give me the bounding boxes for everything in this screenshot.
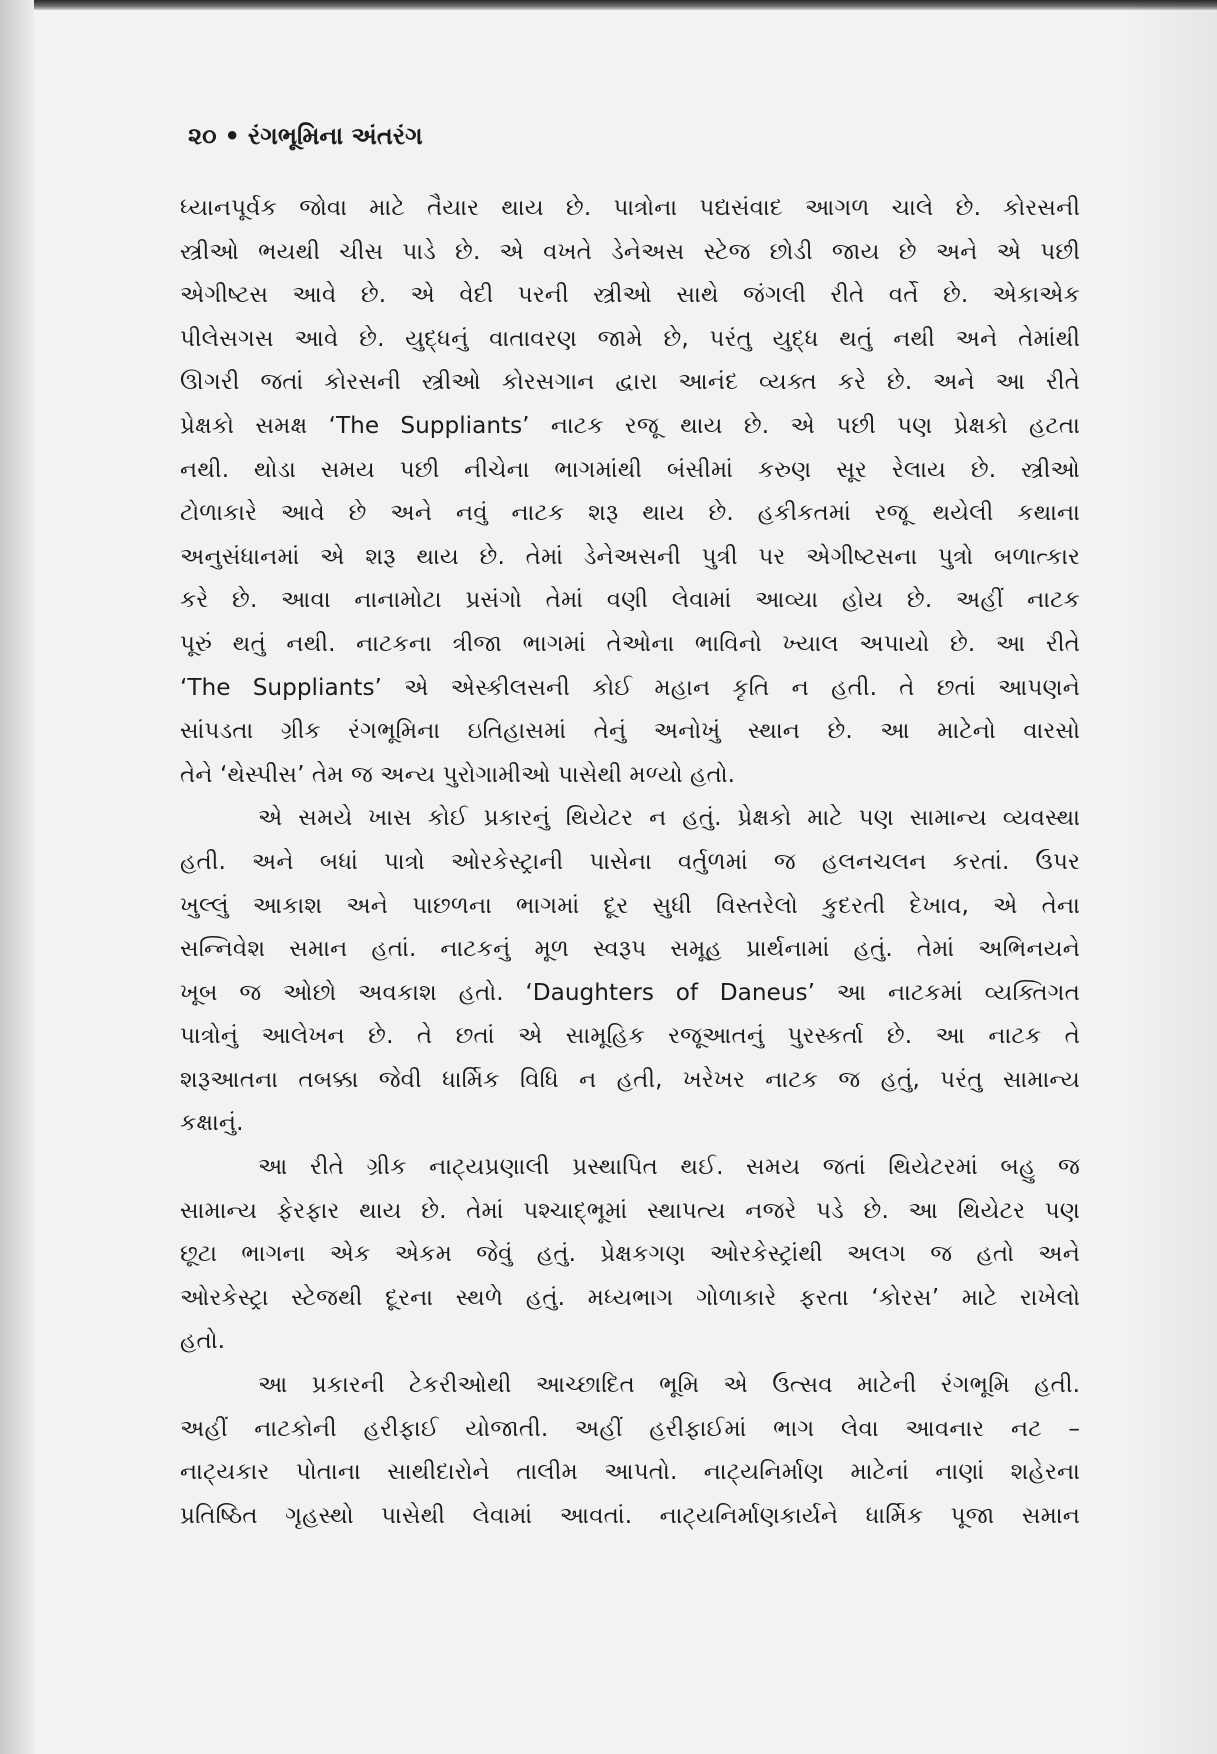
text-line: સ્ત્રીઓ ભયથી ચીસ પાડે છે. એ વખતે ડેનેઅસ સ્ટેજ છોડી જાય છે અને એ પછી xyxy=(180,237,1080,265)
text-line: ટોળાકારે આવે છે અને નવું નાટક શરૂ થાય છે. હકીકતમાં રજૂ થયેલી કથાના xyxy=(180,499,1080,527)
text-line: એ સમયે ખાસ કોઈ પ્રકારનું થિયેટર ન હતું. પ્રેક્ષકો માટે પણ સામાન્ય વ્યવસ્થા xyxy=(258,804,1080,832)
text-line: નથી. થોડા સમય પછી નીચેના ભાગમાંથી બંસીમાં કરુણ સૂર રેલાય છે. સ્ત્રીઓ xyxy=(180,455,1080,483)
text-line: કરે છે. આવા નાનામોટા પ્રસંગો તેમાં વણી લેવામાં આવ્યા હોય છે. અહીં નાટક xyxy=(180,586,1080,614)
text-line: પ્રતિષ્ઠિત ગૃહસ્થો પાસેથી લેવામાં આવતાં. નાટ્યનિર્માણકાર્યને ધાર્મિક પૂજા સમાન xyxy=(180,1501,1080,1529)
text-line: તેને ‘થેસ્પીસ’ તેમ જ અન્ય પુરોગામીઓ પાસેથી મળ્યો હતો. xyxy=(180,760,736,788)
text-line: આ રીતે ગ્રીક નાટ્યપ્રણાલી પ્રસ્થાપિત થઈ. સમય જતાં થિયેટરમાં બહુ જ xyxy=(258,1153,1080,1181)
text-line: અહીં નાટકોની હરીફાઈ યોજાતી. અહીં હરીફાઈમાં ભાગ લેવા આવનાર નટ – xyxy=(180,1414,1080,1442)
text-line: ધ્યાનપૂર્વક જોવા માટે તૈયાર થાય છે. પાત્રોના પદ્યસંવાદ આગળ ચાલે છે. કોરસની xyxy=(180,194,1080,221)
text-line: આ પ્રકારની ટેકરીઓથી આચ્છાદિત ભૂમિ એ ઉત્સવ માટેની રંગભૂમિ હતી. xyxy=(258,1371,1080,1399)
running-header xyxy=(188,122,423,150)
text-line: કક્ષાનું. xyxy=(180,1109,244,1137)
text-line: શરૂઆતના તબક્કા જેવી ધાર્મિક વિધિ ન હતી, ખરેખર નાટક જ હતું, પરંતુ સામાન્ય xyxy=(180,1065,1080,1093)
text-line: ‘The Suppliants’ એ એસ્કીલસની કોઈ મહાન કૃતિ ન હતી. તે છતાં આપણને xyxy=(180,673,1080,701)
body-text xyxy=(180,186,1080,1537)
text-line: ઓરકેસ્ટ્રા સ્ટેજથી દૂરના સ્થળે હતું. મધ્યભાગ ગોળાકારે ફરતા ‘કોરસ’ માટે રાખેલો xyxy=(180,1283,1080,1311)
text-line: એગીષ્ટસ આવે છે. એ વેદી પરની સ્ત્રીઓ સાથે જંગલી રીતે વર્તે છે. એકાએક xyxy=(180,281,1080,309)
text-line: નાટ્યકાર પોતાના સાથીદારોને તાલીમ આપતો. નાટ્યનિર્માણ માટેનાં નાણાં શહેરના xyxy=(180,1458,1080,1486)
page-left-edge xyxy=(0,0,34,1754)
text-line: સામાન્ય ફેરફાર થાય છે. તેમાં પશ્ચાદ્ભૂમાં સ્થાપત્ય નજરે પડે છે. આ થિયેટર પણ xyxy=(180,1196,1080,1224)
page-top-edge xyxy=(0,0,1217,10)
text-line: અનુસંધાનમાં એ શરૂ થાય છે. તેમાં ડેનેઅસની પુત્રી પર એગીષ્ટસના પુત્રો બળાત્કાર xyxy=(180,542,1080,570)
text-line: ખુલ્લું આકાશ અને પાછળના ભાગમાં દૂર સુધી વિસ્તરેલો કુદરતી દેખાવ, એ તેના xyxy=(180,891,1080,919)
page-number: ૨૦ xyxy=(188,122,217,150)
text-line: સન્નિવેશ સમાન હતાં. નાટકનું મૂળ સ્વરૂપ સમૂહ પ્રાર્થનામાં હતું. તેમાં અભિનયને xyxy=(180,935,1080,963)
text-line: ઊગરી જતાં કોરસની સ્ત્રીઓ કોરસગાન દ્વારા આનંદ વ્યક્ત કરે છે. અને આ રીતે xyxy=(180,368,1080,396)
text-line: હતો. xyxy=(180,1327,226,1355)
page-right-shadow xyxy=(1127,0,1217,1754)
text-line: પીલેસગસ આવે છે. યુદ્ધનું વાતાવરણ જામે છે, પરંતુ યુદ્ધ થતું નથી અને તેમાંથી xyxy=(180,324,1080,352)
text-line: ખૂબ જ ઓછો અવકાશ હતો. ‘Daughters of Daneus’ આ નાટકમાં વ્યક્તિગત xyxy=(180,978,1080,1006)
text-line: પાત્રોનું આલેખન છે. તે છતાં એ સામૂહિક રજૂઆતનું પુરસ્કર્તા છે. આ નાટક તે xyxy=(180,1022,1080,1050)
header-separator: • xyxy=(224,122,240,150)
running-title: રંગભૂમિના અંતરંગ xyxy=(247,122,423,150)
text-line: સાંપડતા ગ્રીક રંગભૂમિના ઇતિહાસમાં તેનું અનોખું સ્થાન છે. આ માટેનો વારસો xyxy=(180,717,1080,745)
text-line: પૂરું થતું નથી. નાટકના ત્રીજા ભાગમાં તેઓના ભાવિનો ખ્યાલ અપાયો છે. આ રીતે xyxy=(180,629,1080,657)
text-line: હતી. અને બધાં પાત્રો ઓરકેસ્ટ્રાની પાસેના વર્તુળમાં જ હલનચલન કરતાં. ઉપર xyxy=(180,847,1080,875)
text-line: છૂટા ભાગના એક એકમ જેવું હતું. પ્રેક્ષકગણ ઓરકેસ્ટ્રાંથી અલગ જ હતો અને xyxy=(180,1240,1080,1268)
text-line: પ્રેક્ષકો સમક્ષ ‘The Suppliants’ નાટક રજૂ થાય છે. એ પછી પણ પ્રેક્ષકો હટતા xyxy=(180,411,1080,439)
